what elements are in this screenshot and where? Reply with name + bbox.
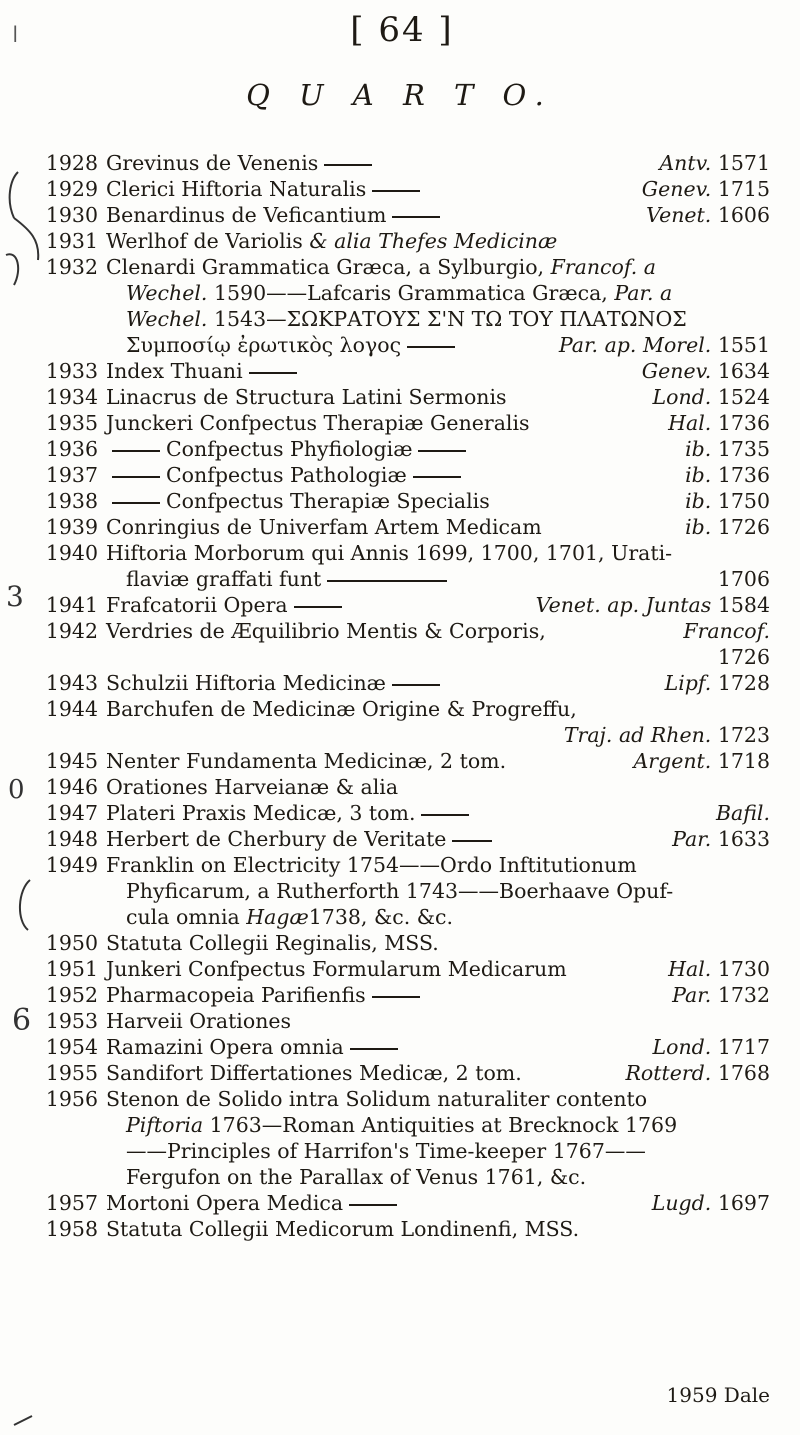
- list-item: 1940 Hiftoria Morborum qui Annis 1699, 1700, 1701, Urati- flaviæ graffati funt 1706: [0, 540, 800, 592]
- entry-number: 1931: [45, 229, 98, 253]
- page-number: [ 64 ]: [350, 10, 454, 50]
- entry-number: 1946: [45, 775, 98, 799]
- margin-digit-mark-3: 6: [12, 1003, 32, 1038]
- entry-number: 1943: [45, 671, 98, 695]
- entry-number: 1934: [45, 385, 98, 409]
- list-item: 1942 Verdries de Æquilibrio Mentis & Corporis, Francof. 1726: [0, 618, 800, 670]
- entry-number: 1953: [45, 1009, 98, 1033]
- list-item: 1954 Ramazini Opera omnia Lond. 1717: [0, 1034, 800, 1060]
- list-item: 1937 Confpectus Pathologiæ ib. 1736: [0, 462, 800, 488]
- entry-number: 1951: [45, 957, 98, 981]
- entry-number: 1933: [45, 359, 98, 383]
- entry-number: 1950: [45, 931, 98, 955]
- list-item: 1939 Conringius de Univerfam Artem Medicam ib. 1726: [0, 514, 800, 540]
- entry-number: 1948: [45, 827, 98, 851]
- list-item: 1949 Franklin on Electricity 1754——Ordo Inftitutionum Phyficarum, a Rutherforth 1743——Boerhaave Opuf- cula omnia Hagæ1738, &c. &c.: [0, 852, 800, 930]
- list-item: 1956 Stenon de Solido intra Solidum naturaliter contento Piftoria 1763—Roman Antiquities at Brecknock 1769 ——Principles of Harrifon's Time-keeper 1767—— Fergufon on the Parallax of Venus 1761, &c.: [0, 1086, 800, 1190]
- list-item: 1928 Grevinus de Venenis Antv. 1571: [0, 150, 800, 176]
- section-heading: Q U A R T O.: [246, 78, 554, 112]
- list-item: 1951 Junkeri Confpectus Formularum Medicarum Hal. 1730: [0, 956, 800, 982]
- list-item: 1952 Pharmacopeia Parifienfis Par. 1732: [0, 982, 800, 1008]
- entry-number: 1949: [45, 853, 98, 877]
- list-item: 1947 Plateri Praxis Medicæ, 3 tom. Bafil.: [0, 800, 800, 826]
- entry-number: 1955: [45, 1061, 98, 1085]
- list-item: 1955 Sandifort Differtationes Medicæ, 2 tom. Rotterd. 1768: [0, 1060, 800, 1086]
- list-item: 1948 Herbert de Cherbury de Veritate Par. 1633: [0, 826, 800, 852]
- list-item: 1935 Junckeri Confpectus Therapiæ Generalis Hal. 1736: [0, 410, 800, 436]
- list-item: 1932 Clenardi Grammatica Græca, a Sylburgio, Francof. a Wechel. 1590——Lafcaris Grammatica Græca, Par. a Wechel. 1543—ΣΩΚΡΑΤΟΥΣ Σ'Ν ΤΩ ΤΟΥ ΠΛΑΤΩΝΟΣ Συμποσίῳ ἐρωτικὸς λογος Par. ap. Morel. 1551: [0, 254, 800, 358]
- list-item: 1933 Index Thuani Genev. 1634: [0, 358, 800, 384]
- list-item: 1930 Benardinus de Veficantium Venet. 1606: [0, 202, 800, 228]
- margin-digit-mark-2: 0: [8, 775, 25, 805]
- entry-number: 1958: [45, 1217, 98, 1241]
- entry-number: 1952: [45, 983, 98, 1007]
- entry-number: 1942: [45, 619, 98, 643]
- entry-number: 1945: [45, 749, 98, 773]
- list-item: 1953 Harveii Orationes: [0, 1008, 800, 1034]
- list-item: 1941 Frafcatorii Opera Venet. ap. Juntas 1584: [0, 592, 800, 618]
- list-item: 1944 Barchufen de Medicinæ Origine & Progreffu, Traj. ad Rhen. 1723: [0, 696, 800, 748]
- catalogue-entries: [0, 150, 800, 1242]
- entry-number: 1935: [45, 411, 98, 435]
- list-item: 1943 Schulzii Hiftoria Medicinæ Lipf. 1728: [0, 670, 800, 696]
- entry-number: 1944: [45, 697, 98, 721]
- list-item: 1945 Nenter Fundamenta Medicinæ, 2 tom. Argent. 1718: [0, 748, 800, 774]
- list-item: 1958 Statuta Collegii Medicorum Londinenfi, MSS.: [0, 1216, 800, 1242]
- margin-tick-icon: [14, 1416, 32, 1425]
- entry-number: 1939: [45, 515, 98, 539]
- entry-number: 1940: [45, 541, 98, 565]
- entry-number: 1936: [45, 437, 98, 461]
- margin-digit-mark: 3: [6, 580, 24, 613]
- entry-number: 1956: [45, 1087, 98, 1111]
- list-item: 1938 Confpectus Therapiæ Specialis ib. 1750: [0, 488, 800, 514]
- entry-number: 1932: [45, 255, 98, 279]
- entry-number: 1938: [45, 489, 98, 513]
- list-item: 1936 Confpectus Phyfiologiæ ib. 1735: [0, 436, 800, 462]
- entry-number: 1930: [45, 203, 98, 227]
- list-item: 1950 Statuta Collegii Reginalis, MSS.: [0, 930, 800, 956]
- list-item: 1957 Mortoni Opera Medica Lugd. 1697: [0, 1190, 800, 1216]
- list-item: 1929 Clerici Hiftoria Naturalis Genev. 1715: [0, 176, 800, 202]
- entry-number: 1954: [45, 1035, 98, 1059]
- entry-number: 1928: [45, 151, 98, 175]
- entry-number: 1929: [45, 177, 98, 201]
- list-item: 1934 Linacrus de Structura Latini Sermonis Lond. 1524: [0, 384, 800, 410]
- catchword: 1959 Dale: [666, 1383, 770, 1407]
- entry-number: 1937: [45, 463, 98, 487]
- list-item: 1931 Werlhof de Variolis & alia Thefes Medicinæ: [0, 228, 800, 254]
- entry-number: 1947: [45, 801, 98, 825]
- corner-mark-icon: ǀ: [12, 23, 19, 48]
- entry-number: 1957: [45, 1191, 98, 1215]
- entry-number: 1941: [45, 593, 98, 617]
- list-item: 1946 Orationes Harveianæ & alia: [0, 774, 800, 800]
